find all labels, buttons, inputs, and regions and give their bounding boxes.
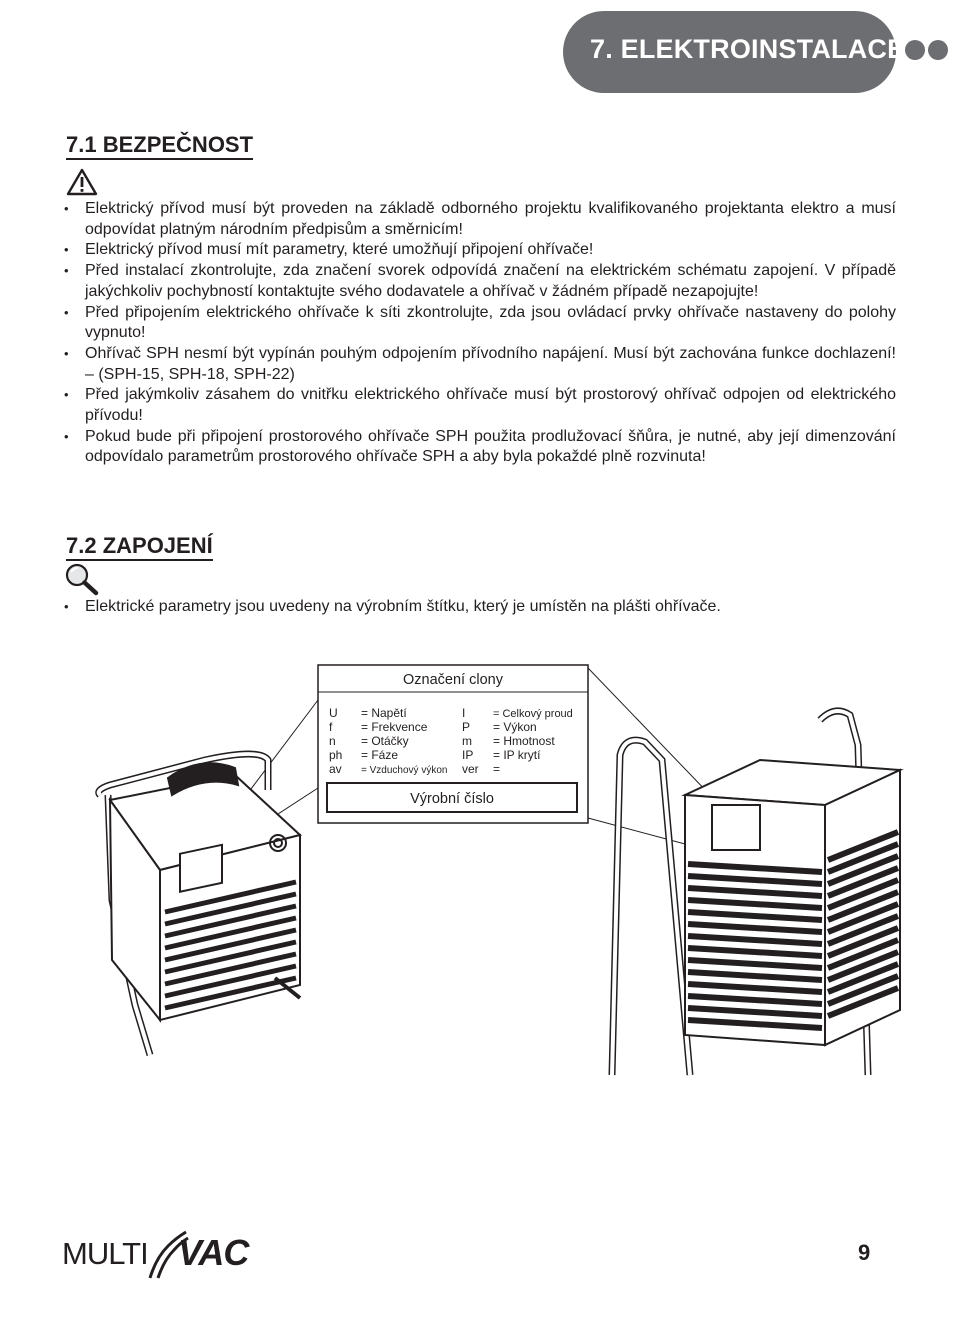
list-item: • Elektrické parametry jsou uvedeny na výrobním štítku, který je umístěn na plášti ohřívače.	[64, 597, 896, 618]
symbol: m	[462, 734, 472, 748]
list-item: • Před jakýmkoliv zásahem do vnitřku elektrického ohřívače musí být prostorový ohřívač odpojen od elektrického přívodu!	[64, 385, 896, 426]
definition: = Vzduchový výkon	[361, 765, 448, 776]
page-number: 9	[858, 1240, 871, 1265]
section-title-safety: 7.1 BEZPEČNOST	[66, 133, 253, 160]
header-dot	[905, 40, 925, 60]
logo-text-multi: MULTI	[62, 1236, 148, 1271]
list-item: • Ohřívač SPH nesmí být vypínán pouhým odpojením přívodního napájení. Musí být zachována funkce dochlazení! – (SPH-15, SPH-18, SPH-22)	[64, 344, 896, 385]
header-dot	[928, 40, 948, 60]
list-item: • Elektrický přívod musí být proveden na základě odborného projektu kvalifikovaného projektanta elektro a musí odpovídat platným národním předpisům a směrnicím!	[64, 199, 896, 240]
symbol: IP	[462, 748, 474, 762]
symbol: U	[329, 706, 338, 720]
list-item: • Před instalací zkontrolujte, zda značení svorek odpovídá značení na elektrickém schématu zapojení. V případě jakýchkoliv pochybností kontaktujte svého dodavatele a ohřívač v žádném případě nezapojujte!	[64, 261, 896, 302]
heater-illustration	[0, 660, 960, 1080]
definition: = IP krytí	[493, 748, 541, 762]
definition: = Frekvence	[361, 720, 428, 734]
serial-number-label: Výrobní číslo	[410, 791, 494, 807]
label-plate	[318, 665, 588, 823]
symbol: ver	[462, 762, 479, 776]
magnifier-icon	[64, 562, 100, 596]
list-item: • Před připojením elektrického ohřívače k síti zkontrolujte, zda jsou ovládací prvky ohřívače nastaveny do polohy vypnuto!	[64, 303, 896, 344]
symbol: n	[329, 734, 336, 748]
definition: =	[493, 762, 501, 776]
leader-line	[588, 668, 712, 797]
warning-triangle-icon	[66, 168, 98, 196]
definition: = Otáčky	[361, 734, 409, 748]
definition: = Celkový proud	[493, 708, 573, 720]
safety-list	[64, 199, 896, 468]
section-title-connection: 7.2 ZAPOJENÍ	[66, 534, 213, 561]
connection-list	[64, 597, 896, 618]
symbol: f	[329, 720, 333, 734]
chapter-title: 7. ELEKTROINSTALACE	[590, 34, 906, 64]
logo-text-vac: VAC	[178, 1232, 249, 1273]
symbol: av	[329, 762, 342, 776]
label-plate-title: Označení clony	[403, 672, 503, 688]
symbol: ph	[329, 748, 343, 762]
definition: = Výkon	[493, 720, 537, 734]
definition: = Napětí	[361, 706, 407, 720]
list-item: • Elektrický přívod musí mít parametry, které umožňují připojení ohřívače!	[64, 240, 896, 261]
definition: = Fáze	[361, 748, 399, 762]
multivac-logo	[62, 1226, 262, 1282]
symbol: I	[462, 706, 466, 720]
list-item: • Pokud bude při připojení prostorového ohřívače SPH použita prodlužovací šňůra, je nutné, aby její dimenzování odpovídalo parametrům prostorového ohřívače SPH a aby byla pokaždé plně rozvinuta!	[64, 427, 896, 468]
definition: = Hmotnost	[493, 734, 555, 748]
symbol: P	[462, 720, 471, 734]
